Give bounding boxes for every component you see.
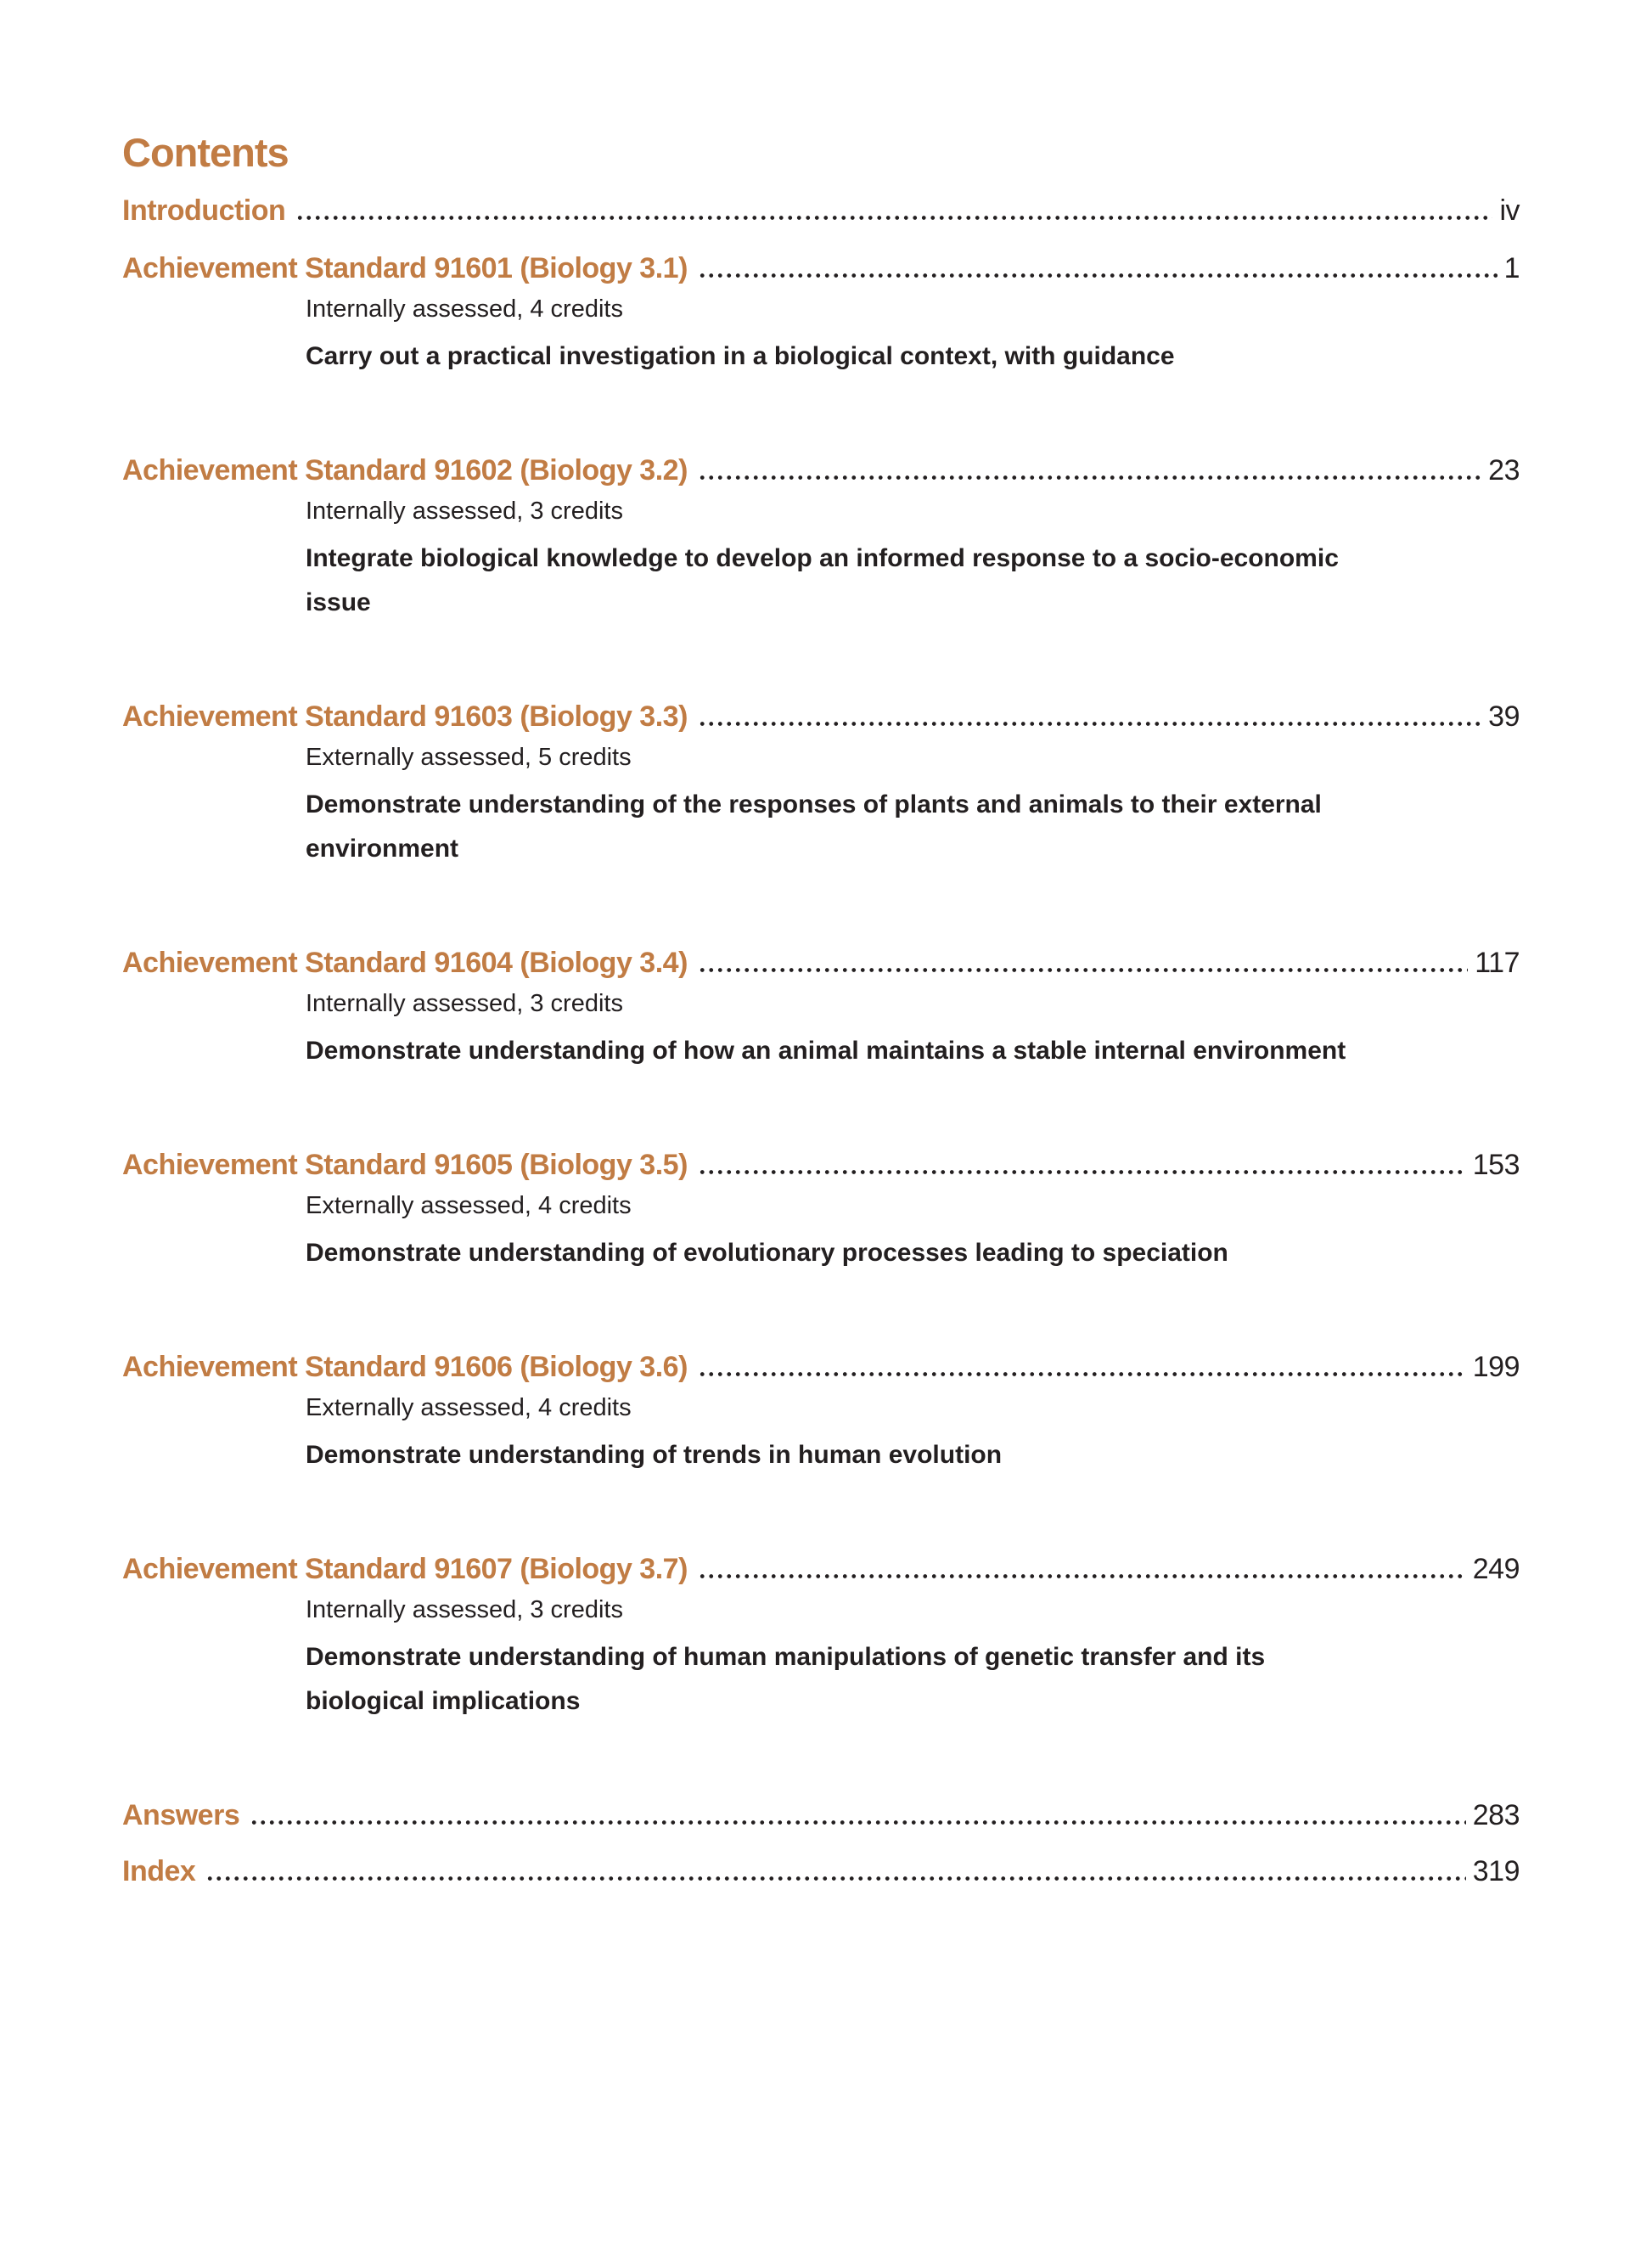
dot-leader [698,1372,1466,1376]
toc-entry-description: Demonstrate understanding of how an animal maintains a stable internal environment [306,1037,1346,1065]
toc-entry-pagenum: 1 [1503,252,1520,284]
toc-pagenum-answers: 283 [1472,1799,1520,1831]
toc-entry-pagenum: 23 [1488,454,1520,487]
toc-pagenum-introduction: iv [1499,194,1520,227]
dot-leader [698,1170,1466,1174]
toc-row [122,944,1520,981]
toc-label-index: Index [122,1855,196,1887]
dot-leader [698,1574,1466,1578]
toc-entry-91607 [122,1550,1520,1724]
toc-entry-assessment: Externally assessed, 4 credits [306,1394,632,1421]
toc-entry-description: Integrate biological knowledge to develop an informed response to a socio-economic issue [306,544,1339,616]
dot-leader [250,1820,1466,1825]
toc-entry-assessment: Internally assessed, 3 credits [306,1596,623,1623]
toc-entry-title: Achievement Standard 91604 (Biology 3.4) [122,947,688,979]
toc-row [122,250,1520,287]
toc-row-answers [122,1797,1520,1834]
toc-entry-description: Carry out a practical investigation in a biological context, with guidance [306,342,1175,370]
toc-row [122,1348,1520,1386]
toc-entry-description: Demonstrate understanding of human manipulations of genetic transfer and its biological implications [306,1643,1266,1715]
toc-entry-pagenum: 153 [1472,1149,1520,1181]
toc-entry-pagenum: 199 [1472,1351,1520,1383]
toc-entry-pagenum: 39 [1488,700,1520,733]
toc-row [122,452,1520,489]
toc-entry-title: Achievement Standard 91601 (Biology 3.1) [122,252,688,284]
toc-entry-description: Demonstrate understanding of trends in human evolution [306,1441,1003,1469]
toc-entry-91604 [122,944,1520,1073]
toc-entry-title: Achievement Standard 91603 (Biology 3.3) [122,700,688,733]
dot-leader [295,216,1492,220]
toc-row [122,1550,1520,1588]
toc-entry-91602 [122,452,1520,625]
toc-entry-title: Achievement Standard 91605 (Biology 3.5) [122,1149,688,1181]
toc-entry-91606 [122,1348,1520,1477]
page-title: Contents [122,130,289,175]
back-matter [122,1797,1520,1890]
toc-pagenum-index: 319 [1472,1855,1520,1887]
toc-entry-pagenum: 249 [1472,1553,1520,1585]
toc-entry-title: Achievement Standard 91606 (Biology 3.6) [122,1351,688,1383]
toc-label-answers: Answers [122,1799,240,1831]
toc-entry-description: Demonstrate understanding of evolutionary processes leading to speciation [306,1239,1228,1267]
toc-entry-assessment: Internally assessed, 3 credits [306,990,623,1017]
toc-entry-91605 [122,1146,1520,1275]
dot-leader [698,968,1468,972]
toc-label-introduction: Introduction [122,194,286,227]
toc-entry-91603 [122,698,1520,871]
toc-row-introduction [122,192,1520,229]
toc-row [122,698,1520,735]
toc-row [122,1146,1520,1184]
dot-leader [698,273,1497,278]
toc-entry-pagenum: 117 [1475,947,1520,979]
dot-leader [205,1876,1465,1881]
toc-entry-title: Achievement Standard 91607 (Biology 3.7) [122,1553,688,1585]
toc-entry-description: Demonstrate understanding of the responses of plants and animals to their external environment [306,790,1322,863]
toc-entry-assessment: Internally assessed, 4 credits [306,295,623,323]
dot-leader [698,475,1481,480]
toc-entry-title: Achievement Standard 91602 (Biology 3.2) [122,454,688,487]
dot-leader [698,722,1481,726]
toc-entry-91601 [122,250,1520,379]
toc-entry-assessment: Internally assessed, 3 credits [306,498,623,525]
toc-entry-assessment: Externally assessed, 4 credits [306,1192,632,1219]
toc-row-index [122,1853,1520,1890]
toc-entry-assessment: Externally assessed, 5 credits [306,744,632,771]
